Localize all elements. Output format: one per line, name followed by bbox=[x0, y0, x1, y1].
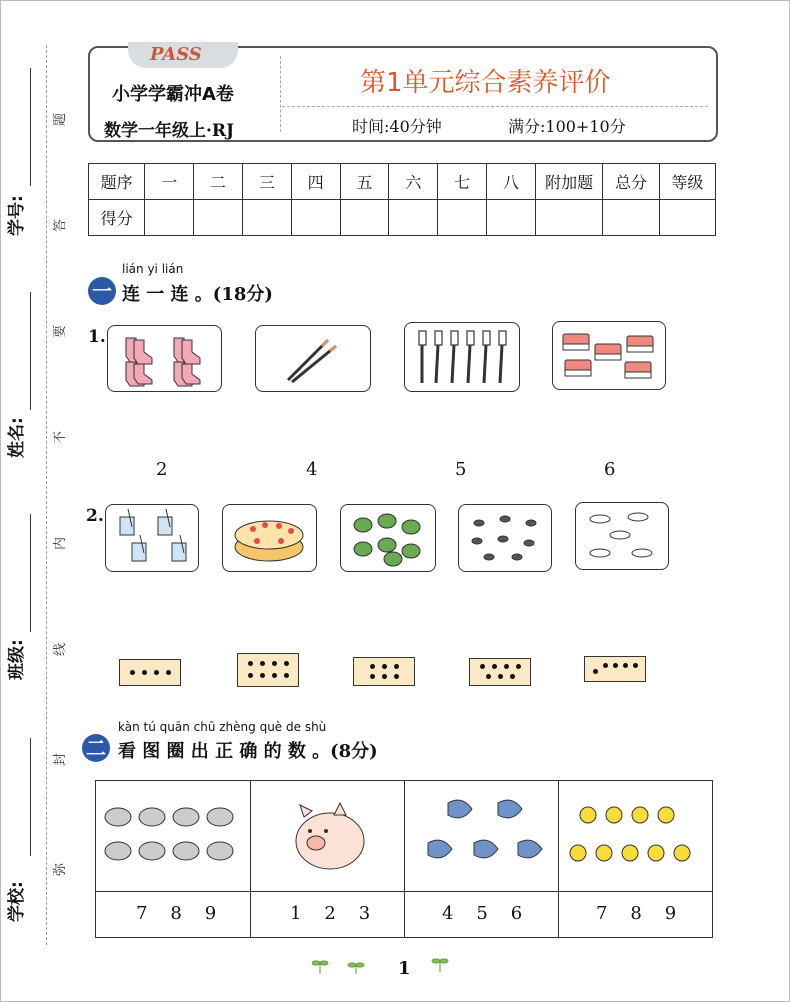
score-input[interactable] bbox=[389, 200, 438, 236]
table-row bbox=[89, 200, 716, 236]
name-line[interactable] bbox=[30, 292, 31, 410]
number-choice[interactable]: 4 bbox=[442, 903, 454, 924]
turtle-icon bbox=[341, 505, 435, 571]
table-cell: 四 bbox=[291, 164, 340, 200]
number-choice[interactable]: 9 bbox=[204, 903, 217, 924]
header-rule bbox=[282, 106, 708, 107]
choices-pig bbox=[290, 903, 370, 924]
candy-icon bbox=[459, 505, 551, 571]
table-cell: 三 bbox=[242, 164, 291, 200]
toothbrushes-box[interactable] bbox=[404, 322, 520, 392]
count-table bbox=[95, 780, 713, 938]
student-no-line[interactable] bbox=[30, 68, 31, 186]
number-choice[interactable]: 8 bbox=[630, 903, 642, 924]
erasers-box[interactable] bbox=[552, 321, 666, 390]
number-choice[interactable]: 8 bbox=[170, 903, 182, 924]
number-choice[interactable]: 4 bbox=[306, 459, 318, 480]
score-input[interactable] bbox=[603, 200, 659, 236]
question-1-label: 1. bbox=[88, 327, 106, 347]
table-cell: 六 bbox=[389, 164, 438, 200]
number-choice[interactable]: 7 bbox=[596, 903, 608, 924]
table-cell: 八 bbox=[487, 164, 536, 200]
dot-card-8[interactable] bbox=[237, 653, 299, 687]
chopsticks-box[interactable] bbox=[255, 325, 371, 392]
cups-box[interactable] bbox=[105, 504, 199, 572]
eraser-icon bbox=[553, 322, 665, 389]
pig-icon bbox=[286, 797, 372, 877]
seal-char: 内 bbox=[53, 536, 69, 551]
dot-card-4[interactable] bbox=[119, 659, 181, 686]
cup-icon bbox=[106, 505, 198, 571]
brand-text: PASS bbox=[150, 44, 202, 65]
seal-char: 弥 bbox=[53, 862, 69, 877]
cake-box[interactable] bbox=[222, 504, 317, 572]
table-cell: 题序 bbox=[89, 164, 145, 200]
sprout-icon bbox=[430, 956, 450, 974]
number-choice[interactable]: 6 bbox=[510, 903, 523, 924]
seal-char: 要 bbox=[53, 324, 69, 339]
number-choice[interactable]: 6 bbox=[604, 459, 616, 480]
number-choice[interactable]: 5 bbox=[476, 903, 488, 924]
number-choice[interactable]: 3 bbox=[358, 903, 371, 924]
table-cell: 等级 bbox=[659, 164, 715, 200]
dolphins-icon bbox=[414, 789, 550, 885]
score-input[interactable] bbox=[487, 200, 536, 236]
candies-box[interactable] bbox=[458, 504, 552, 572]
exam-full-score: 满分:100+10分 bbox=[508, 117, 626, 136]
seal-char: 封 bbox=[53, 752, 69, 767]
score-input[interactable] bbox=[659, 200, 715, 236]
number-choice[interactable]: 7 bbox=[136, 903, 148, 924]
number-choice[interactable]: 2 bbox=[156, 459, 168, 480]
seal-char: 线 bbox=[53, 642, 69, 657]
section2-number: 二 bbox=[82, 734, 110, 762]
section1-title: 连 一 连 。(18分) bbox=[122, 284, 273, 305]
score-input[interactable] bbox=[145, 200, 194, 236]
table-row bbox=[89, 164, 716, 200]
elephants-icon bbox=[102, 801, 244, 871]
teacups-box[interactable] bbox=[575, 502, 669, 570]
score-input[interactable] bbox=[242, 200, 291, 236]
header-divider bbox=[280, 56, 281, 132]
student-no-label: 学号: bbox=[7, 195, 27, 236]
dot-card-7[interactable] bbox=[469, 658, 531, 686]
dot-card-5[interactable] bbox=[584, 656, 646, 682]
school-label: 学校: bbox=[7, 881, 27, 922]
choices-elephants bbox=[136, 903, 216, 924]
table-cell: 附加题 bbox=[535, 164, 602, 200]
socks-icon bbox=[108, 326, 221, 391]
section1-number: 一 bbox=[88, 277, 116, 305]
number-choice[interactable]: 5 bbox=[455, 459, 467, 480]
number-choice[interactable]: 2 bbox=[324, 903, 336, 924]
table-cell: 二 bbox=[194, 164, 243, 200]
score-input[interactable] bbox=[438, 200, 487, 236]
toothbrush-icon bbox=[405, 323, 519, 391]
table-cell: 一 bbox=[145, 164, 194, 200]
score-input[interactable] bbox=[535, 200, 602, 236]
subject-grade: 数学一年级上·RJ bbox=[104, 121, 235, 141]
socks-box[interactable] bbox=[107, 325, 222, 392]
question-2-label: 2. bbox=[86, 506, 104, 526]
pass-logo bbox=[128, 42, 238, 68]
page-number: 1 bbox=[398, 958, 411, 979]
seal-char: 题 bbox=[53, 112, 69, 127]
section1-pinyin: lián yi lián bbox=[122, 262, 184, 276]
table-cell: 五 bbox=[340, 164, 389, 200]
class-line[interactable] bbox=[30, 514, 31, 632]
table-cell: 总分 bbox=[603, 164, 659, 200]
name-label: 姓名: bbox=[7, 417, 27, 458]
chopsticks-icon bbox=[256, 326, 370, 391]
score-table bbox=[88, 163, 716, 236]
series-name: 小学学霸冲A卷 bbox=[112, 84, 234, 105]
number-choice[interactable]: 9 bbox=[664, 903, 677, 924]
turtles-box[interactable] bbox=[340, 504, 436, 572]
table-cell: 七 bbox=[438, 164, 487, 200]
sprout-icon bbox=[312, 958, 372, 976]
score-input[interactable] bbox=[340, 200, 389, 236]
number-choice[interactable]: 1 bbox=[290, 903, 302, 924]
table-cell: 得分 bbox=[89, 200, 145, 236]
exam-title: 第1单元综合素养评价 bbox=[360, 68, 611, 98]
choices-dolphins bbox=[442, 903, 522, 924]
score-input[interactable] bbox=[291, 200, 340, 236]
teacup-icon bbox=[576, 503, 668, 569]
dot-card-6[interactable] bbox=[353, 657, 415, 686]
section2-pinyin: kàn tú quān chū zhèng què de shù bbox=[118, 720, 327, 734]
seal-char: 不 bbox=[53, 430, 69, 445]
ducklings-icon bbox=[564, 799, 706, 879]
cake-icon bbox=[223, 505, 316, 571]
exam-time: 时间:40分钟 bbox=[352, 117, 442, 136]
seal-line bbox=[46, 45, 47, 945]
choices-ducklings bbox=[596, 903, 676, 924]
class-label: 班级: bbox=[7, 639, 27, 680]
score-input[interactable] bbox=[194, 200, 243, 236]
seal-char: 答 bbox=[53, 218, 69, 233]
school-line[interactable] bbox=[30, 738, 31, 856]
section2-title: 看 图 圈 出 正 确 的 数 。(8分) bbox=[118, 741, 378, 762]
